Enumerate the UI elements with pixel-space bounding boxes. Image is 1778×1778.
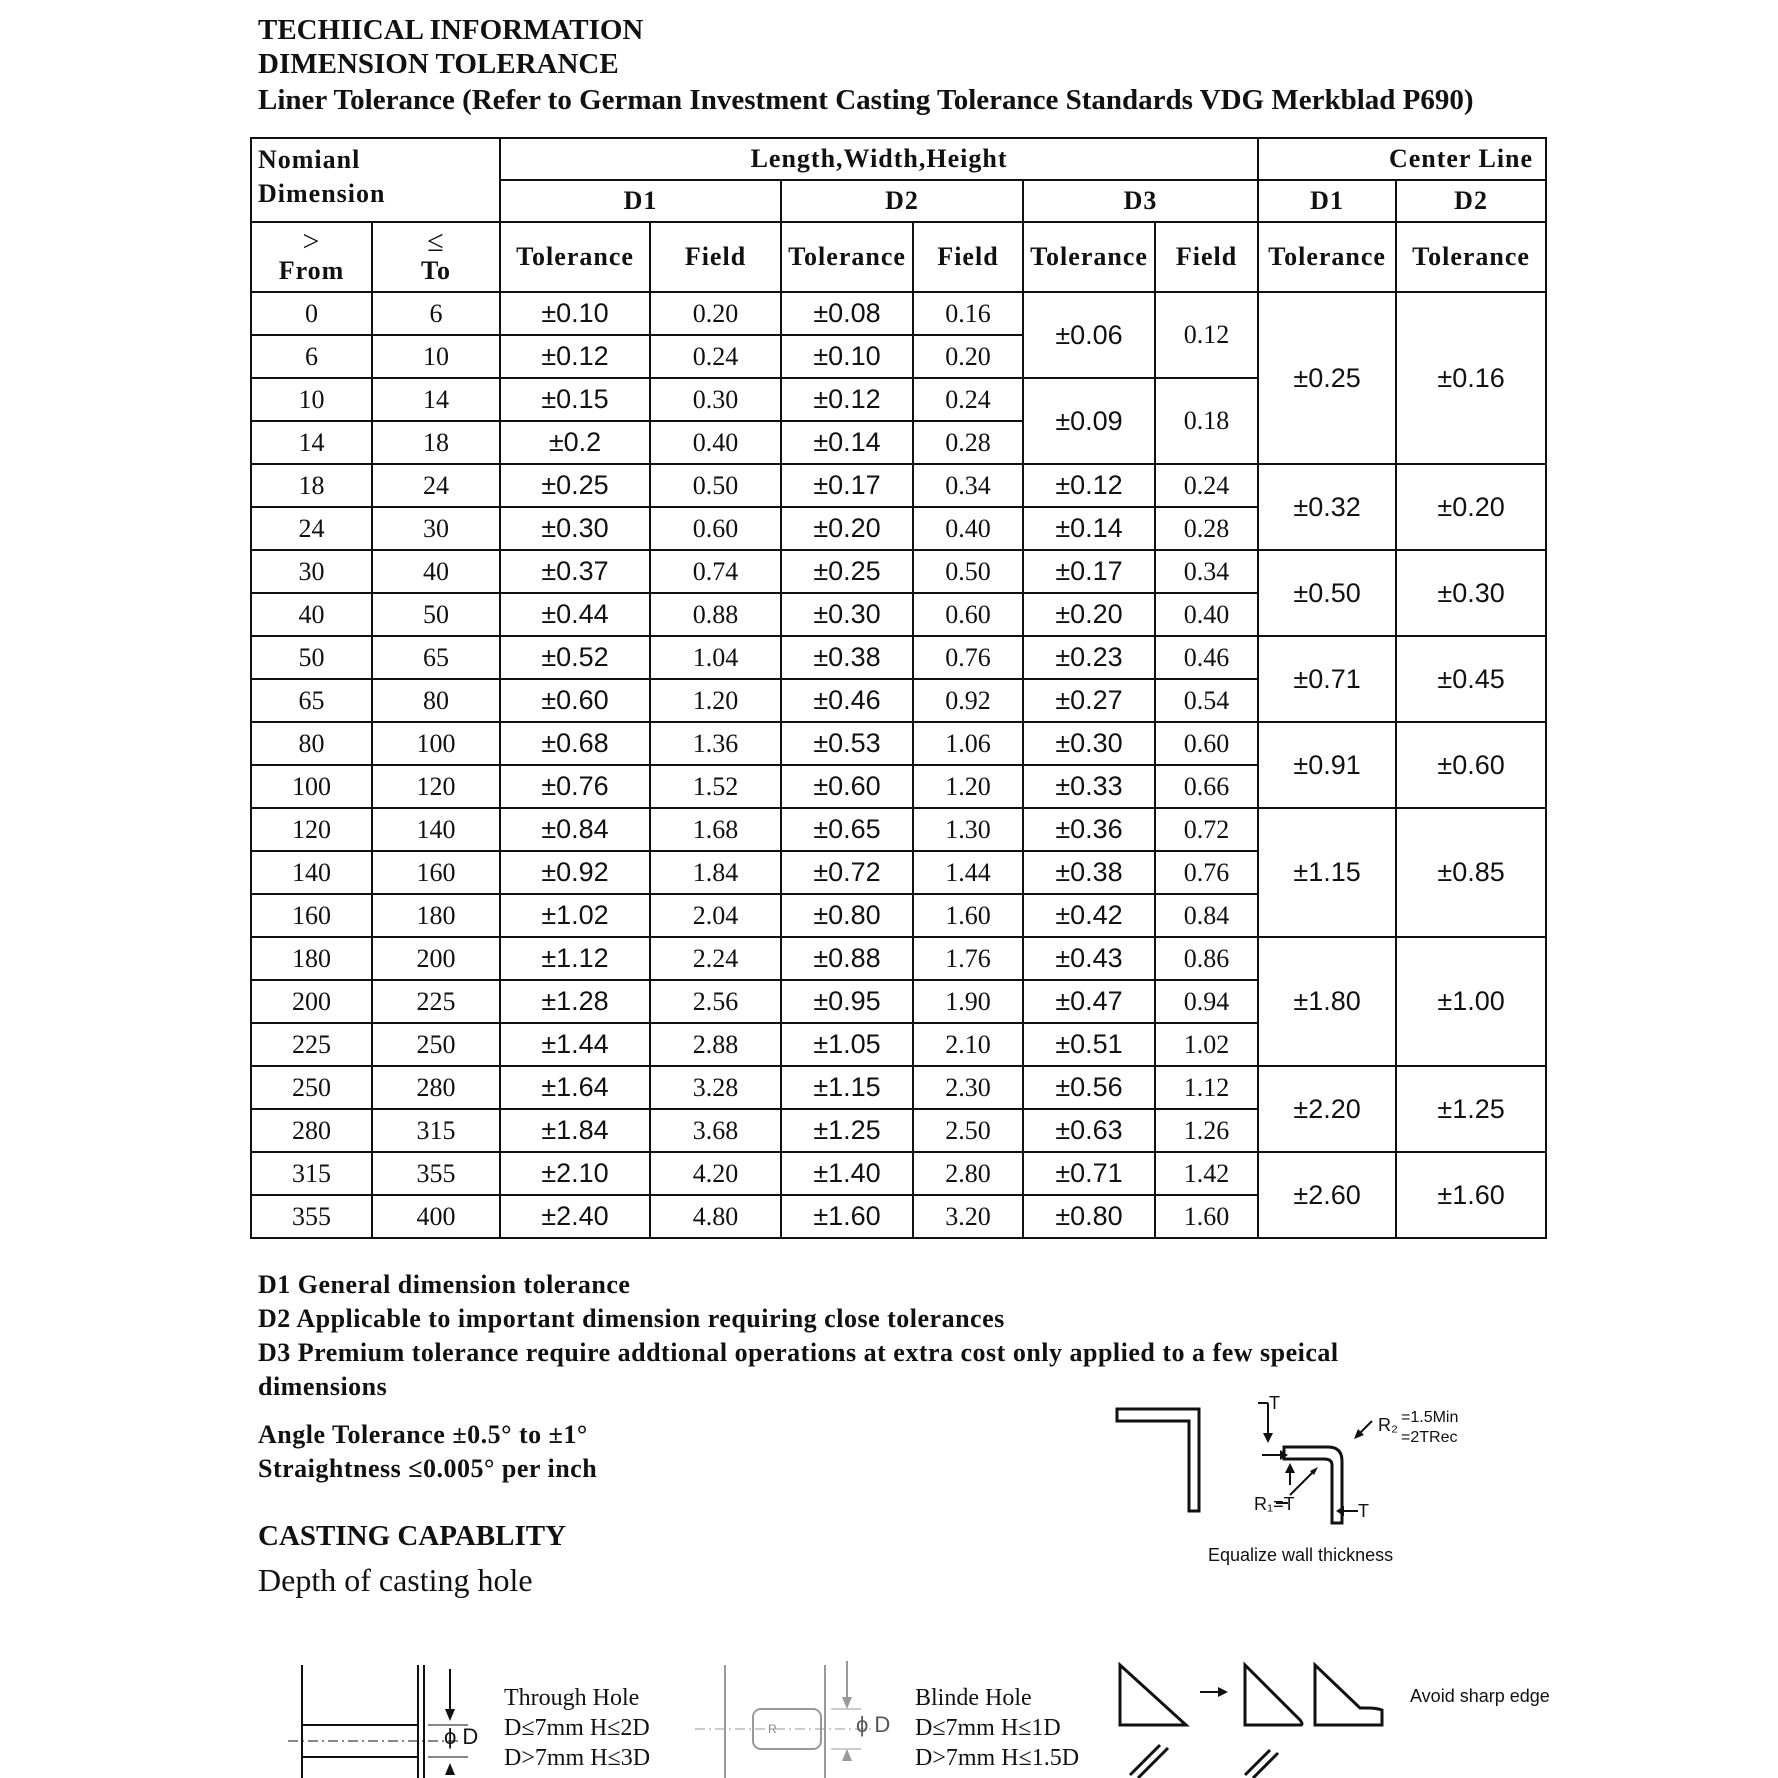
cl-d2-tolerance-header: Tolerance xyxy=(1396,222,1546,292)
through-hole-diagram xyxy=(288,1605,498,1778)
from-header: > From xyxy=(251,222,372,292)
d1-tolerance-cell: ±1.02 xyxy=(500,894,650,937)
through-hole-rule-2: D>7mm H≤3D xyxy=(504,1745,651,1771)
from-cell: 0 xyxy=(251,292,372,335)
to-cell: 120 xyxy=(372,765,500,808)
d2-tolerance-cell: ±0.46 xyxy=(781,679,913,722)
d3-tolerance-cell: ±0.09 xyxy=(1023,378,1155,464)
d1-tolerance-cell: ±0.2 xyxy=(500,421,650,464)
d1-field-cell: 0.30 xyxy=(650,378,781,421)
d3-tolerance-cell: ±0.30 xyxy=(1023,722,1155,765)
d2-field-cell: 0.34 xyxy=(913,464,1023,507)
d1-tolerance-cell: ±0.10 xyxy=(500,292,650,335)
d3-tolerance-cell: ±0.51 xyxy=(1023,1023,1155,1066)
d2-tolerance-cell: ±0.95 xyxy=(781,980,913,1023)
d2-field-header: Field xyxy=(913,222,1023,292)
to-cell: 24 xyxy=(372,464,500,507)
d1-field-cell: 2.04 xyxy=(650,894,781,937)
through-hole-rule-1: D≤7mm H≤2D xyxy=(504,1715,650,1741)
avoid-sharp-edge-caption: Avoid sharp edge xyxy=(1410,1686,1550,1706)
d3-tolerance-cell: ±0.17 xyxy=(1023,550,1155,593)
note-d1: D1 General dimension tolerance xyxy=(258,1270,631,1299)
t-label-top: T xyxy=(1269,1393,1280,1413)
d1-tolerance-cell: ±0.37 xyxy=(500,550,650,593)
d3-field-cell: 1.12 xyxy=(1155,1066,1258,1109)
d2-field-cell: 0.60 xyxy=(913,593,1023,636)
d1-field-header: Field xyxy=(650,222,781,292)
d2-tolerance-cell: ±1.60 xyxy=(781,1195,913,1238)
to-cell: 400 xyxy=(372,1195,500,1238)
from-cell: 200 xyxy=(251,980,372,1023)
d2-field-cell: 1.90 xyxy=(913,980,1023,1023)
d1-field-cell: 4.20 xyxy=(650,1152,781,1195)
d1-tolerance-cell: ±0.84 xyxy=(500,808,650,851)
note-d3: D3 Premium tolerance require addtional operations at extra cost only applied to a few speical xyxy=(258,1338,1339,1367)
d3-tolerance-cell: ±0.80 xyxy=(1023,1195,1155,1238)
d2-field-cell: 2.80 xyxy=(913,1152,1023,1195)
t-label-right: T xyxy=(1358,1501,1369,1521)
to-cell: 18 xyxy=(372,421,500,464)
d3-field-cell: 0.12 xyxy=(1155,292,1258,378)
table-row xyxy=(251,937,1546,980)
d3-field-cell: 0.84 xyxy=(1155,894,1258,937)
center-line-d1-cell: ±0.91 xyxy=(1258,722,1396,808)
center-line-d1-cell: ±0.50 xyxy=(1258,550,1396,636)
d1-field-cell: 3.28 xyxy=(650,1066,781,1109)
cl-d1-tolerance-header: Tolerance xyxy=(1258,222,1396,292)
d2-field-cell: 3.20 xyxy=(913,1195,1023,1238)
to-cell: 65 xyxy=(372,636,500,679)
center-line-header: Center Line xyxy=(1258,138,1546,180)
to-header: ≤ To xyxy=(372,222,500,292)
d2-field-cell: 0.50 xyxy=(913,550,1023,593)
doc-subtitle-liner-tolerance: Liner Tolerance (Refer to German Investment Casting Tolerance Standards VDG Merkblad P690) xyxy=(258,84,1474,116)
d2-tolerance-cell: ±0.65 xyxy=(781,808,913,851)
d1-tolerance-cell: ±0.25 xyxy=(500,464,650,507)
d3-tolerance-cell: ±0.12 xyxy=(1023,464,1155,507)
d2-field-cell: 2.50 xyxy=(913,1109,1023,1152)
d1-tolerance-header: Tolerance xyxy=(500,222,650,292)
table-row xyxy=(251,808,1546,851)
d3-tolerance-cell: ±0.71 xyxy=(1023,1152,1155,1195)
blind-phi-d: ϕ D xyxy=(856,1712,891,1737)
blind-hole-rule-1: D≤7mm H≤1D xyxy=(915,1715,1061,1741)
r2-rec-label: =2TRec xyxy=(1401,1429,1458,1446)
center-line-d2-cell: ±0.30 xyxy=(1396,550,1546,636)
table-row xyxy=(251,1066,1546,1109)
d2-field-cell: 0.40 xyxy=(913,507,1023,550)
d3-field-cell: 1.42 xyxy=(1155,1152,1258,1195)
center-line-d1-cell: ±0.71 xyxy=(1258,636,1396,722)
r2-min-label: =1.5Min xyxy=(1401,1409,1459,1426)
d1-tolerance-cell: ±0.44 xyxy=(500,593,650,636)
d1-field-cell: 0.74 xyxy=(650,550,781,593)
d3-tolerance-cell: ±0.43 xyxy=(1023,937,1155,980)
from-cell: 50 xyxy=(251,636,372,679)
d2-field-cell: 0.28 xyxy=(913,421,1023,464)
from-cell: 80 xyxy=(251,722,372,765)
d2-tolerance-cell: ±0.72 xyxy=(781,851,913,894)
d2-field-cell: 2.10 xyxy=(913,1023,1023,1066)
table-row xyxy=(251,464,1546,507)
table-row xyxy=(251,550,1546,593)
d2-tolerance-cell: ±0.80 xyxy=(781,894,913,937)
from-cell: 160 xyxy=(251,894,372,937)
blind-hole-diagram xyxy=(695,1605,895,1778)
doc-title-dimension-tolerance: DIMENSION TOLERANCE xyxy=(258,48,619,80)
avoid-sharp-edge-diagram xyxy=(1110,1660,1390,1778)
d1-tolerance-cell: ±0.68 xyxy=(500,722,650,765)
table-row xyxy=(251,292,1546,335)
d3-field-cell: 0.72 xyxy=(1155,808,1258,851)
d1-tolerance-cell: ±1.64 xyxy=(500,1066,650,1109)
to-cell: 225 xyxy=(372,980,500,1023)
d3-tolerance-header: Tolerance xyxy=(1023,222,1155,292)
d1-tolerance-cell: ±0.92 xyxy=(500,851,650,894)
d2-tolerance-cell: ±0.14 xyxy=(781,421,913,464)
d1-tolerance-cell: ±0.30 xyxy=(500,507,650,550)
d1-field-cell: 0.50 xyxy=(650,464,781,507)
d1-tolerance-cell: ±0.60 xyxy=(500,679,650,722)
angle-tolerance: Angle Tolerance ±0.5° to ±1° xyxy=(258,1420,588,1449)
d3-field-cell: 0.94 xyxy=(1155,980,1258,1023)
center-line-d2-cell: ±0.20 xyxy=(1396,464,1546,550)
d3-field-cell: 1.60 xyxy=(1155,1195,1258,1238)
d3-tolerance-cell: ±0.14 xyxy=(1023,507,1155,550)
blind-hole-label: Blinde Hole xyxy=(915,1685,1032,1711)
d3-tolerance-cell: ±0.36 xyxy=(1023,808,1155,851)
d3-field-cell: 0.40 xyxy=(1155,593,1258,636)
d3-tolerance-cell: ±0.20 xyxy=(1023,593,1155,636)
d1-field-cell: 1.20 xyxy=(650,679,781,722)
tolerance-table-body xyxy=(251,292,1546,1238)
table-row xyxy=(251,1152,1546,1195)
from-cell: 10 xyxy=(251,378,372,421)
d2-field-cell: 1.60 xyxy=(913,894,1023,937)
d1-field-cell: 1.52 xyxy=(650,765,781,808)
d1-field-cell: 0.40 xyxy=(650,421,781,464)
d3-field-cell: 0.28 xyxy=(1155,507,1258,550)
d3-field-cell: 0.46 xyxy=(1155,636,1258,679)
from-cell: 120 xyxy=(251,808,372,851)
from-cell: 40 xyxy=(251,593,372,636)
cl-d1-header: D1 xyxy=(1258,180,1396,222)
center-line-d2-cell: ±0.85 xyxy=(1396,808,1546,937)
d3-field-cell: 0.18 xyxy=(1155,378,1258,464)
d1-field-cell: 0.20 xyxy=(650,292,781,335)
d2-tolerance-cell: ±0.25 xyxy=(781,550,913,593)
from-cell: 180 xyxy=(251,937,372,980)
to-cell: 30 xyxy=(372,507,500,550)
center-line-d1-cell: ±0.25 xyxy=(1258,292,1396,464)
table-row xyxy=(251,722,1546,765)
to-cell: 250 xyxy=(372,1023,500,1066)
to-cell: 14 xyxy=(372,378,500,421)
to-cell: 10 xyxy=(372,335,500,378)
d1-tolerance-cell: ±1.12 xyxy=(500,937,650,980)
to-cell: 140 xyxy=(372,808,500,851)
casting-capability-title: CASTING CAPABLITY xyxy=(258,1520,567,1552)
d3-field-header: Field xyxy=(1155,222,1258,292)
d2-tolerance-cell: ±0.60 xyxy=(781,765,913,808)
from-cell: 30 xyxy=(251,550,372,593)
cl-d2-header: D2 xyxy=(1396,180,1546,222)
d3-field-cell: 0.54 xyxy=(1155,679,1258,722)
d3-field-cell: 1.02 xyxy=(1155,1023,1258,1066)
blind-r-label: R xyxy=(768,1722,777,1736)
nominal-dimension-header: Nomianl Dimension xyxy=(251,138,500,222)
d3-field-cell: 1.26 xyxy=(1155,1109,1258,1152)
d3-tolerance-cell: ±0.27 xyxy=(1023,679,1155,722)
d2-field-cell: 1.06 xyxy=(913,722,1023,765)
from-cell: 65 xyxy=(251,679,372,722)
d2-field-cell: 0.76 xyxy=(913,636,1023,679)
d2-field-cell: 2.30 xyxy=(913,1066,1023,1109)
note-d2: D2 Applicable to important dimension requiring close tolerances xyxy=(258,1304,1005,1333)
note-d3-continued: dimensions xyxy=(258,1372,388,1401)
r2-label: R₂ xyxy=(1378,1415,1398,1435)
d3-field-cell: 0.86 xyxy=(1155,937,1258,980)
d2-tolerance-cell: ±0.10 xyxy=(781,335,913,378)
from-cell: 315 xyxy=(251,1152,372,1195)
d3-tolerance-cell: ±0.42 xyxy=(1023,894,1155,937)
d1-tolerance-cell: ±2.40 xyxy=(500,1195,650,1238)
doc-title-technical-info: TECHIICAL INFORMATION xyxy=(258,14,644,46)
from-cell: 250 xyxy=(251,1066,372,1109)
d1-field-cell: 3.68 xyxy=(650,1109,781,1152)
d2-field-cell: 1.30 xyxy=(913,808,1023,851)
d1-tolerance-cell: ±1.28 xyxy=(500,980,650,1023)
d2-tolerance-cell: ±1.15 xyxy=(781,1066,913,1109)
d3-tolerance-cell: ±0.33 xyxy=(1023,765,1155,808)
d3-field-cell: 0.66 xyxy=(1155,765,1258,808)
center-line-d1-cell: ±1.80 xyxy=(1258,937,1396,1066)
d2-field-cell: 0.92 xyxy=(913,679,1023,722)
through-hole-label: Through Hole xyxy=(504,1685,640,1711)
d3-field-cell: 0.24 xyxy=(1155,464,1258,507)
center-line-d1-cell: ±1.15 xyxy=(1258,808,1396,937)
d1-field-cell: 2.88 xyxy=(650,1023,781,1066)
to-cell: 315 xyxy=(372,1109,500,1152)
center-line-d1-cell: ±2.20 xyxy=(1258,1066,1396,1152)
to-cell: 200 xyxy=(372,937,500,980)
d3-tolerance-cell: ±0.47 xyxy=(1023,980,1155,1023)
d2-tolerance-cell: ±0.08 xyxy=(781,292,913,335)
center-line-d2-cell: ±0.16 xyxy=(1396,292,1546,464)
center-line-d1-cell: ±2.60 xyxy=(1258,1152,1396,1238)
d2-tolerance-cell: ±0.53 xyxy=(781,722,913,765)
from-cell: 100 xyxy=(251,765,372,808)
d1-tolerance-cell: ±2.10 xyxy=(500,1152,650,1195)
d2-field-cell: 0.24 xyxy=(913,378,1023,421)
d3-field-cell: 0.76 xyxy=(1155,851,1258,894)
to-cell: 160 xyxy=(372,851,500,894)
d1-field-cell: 1.36 xyxy=(650,722,781,765)
r2-arrow-diagram xyxy=(1350,1415,1380,1445)
d2-tolerance-cell: ±1.25 xyxy=(781,1109,913,1152)
d3-tolerance-cell: ±0.06 xyxy=(1023,292,1155,378)
d3-tolerance-cell: ±0.23 xyxy=(1023,636,1155,679)
d2-tolerance-cell: ±1.40 xyxy=(781,1152,913,1195)
tolerance-table xyxy=(250,137,1547,1239)
r1-label: R₁=T xyxy=(1254,1494,1295,1514)
to-cell: 355 xyxy=(372,1152,500,1195)
center-line-d2-cell: ±0.60 xyxy=(1396,722,1546,808)
d1-field-cell: 1.84 xyxy=(650,851,781,894)
from-cell: 18 xyxy=(251,464,372,507)
d1-field-cell: 4.80 xyxy=(650,1195,781,1238)
d2-field-cell: 0.20 xyxy=(913,335,1023,378)
to-cell: 180 xyxy=(372,894,500,937)
center-line-d2-cell: ±0.45 xyxy=(1396,636,1546,722)
d2-tolerance-cell: ±0.20 xyxy=(781,507,913,550)
from-cell: 140 xyxy=(251,851,372,894)
d2-tolerance-cell: ±0.38 xyxy=(781,636,913,679)
d1-tolerance-cell: ±0.15 xyxy=(500,378,650,421)
d1-field-cell: 2.24 xyxy=(650,937,781,980)
d2-field-cell: 0.16 xyxy=(913,292,1023,335)
equalize-caption: Equalize wall thickness xyxy=(1208,1545,1394,1565)
through-phi-d: ϕ D xyxy=(444,1724,479,1749)
to-cell: 280 xyxy=(372,1066,500,1109)
d2-tolerance-cell: ±0.88 xyxy=(781,937,913,980)
d1-tolerance-cell: ±1.84 xyxy=(500,1109,650,1152)
d3-tolerance-cell: ±0.38 xyxy=(1023,851,1155,894)
d1-tolerance-cell: ±1.44 xyxy=(500,1023,650,1066)
to-cell: 40 xyxy=(372,550,500,593)
to-cell: 80 xyxy=(372,679,500,722)
from-cell: 24 xyxy=(251,507,372,550)
straightness: Straightness ≤0.005° per inch xyxy=(258,1454,598,1483)
d3-field-cell: 0.60 xyxy=(1155,722,1258,765)
lwh-d3-header: D3 xyxy=(1023,180,1258,222)
d1-tolerance-cell: ±0.12 xyxy=(500,335,650,378)
d1-field-cell: 0.24 xyxy=(650,335,781,378)
d3-field-cell: 0.34 xyxy=(1155,550,1258,593)
from-cell: 6 xyxy=(251,335,372,378)
d2-tolerance-cell: ±0.12 xyxy=(781,378,913,421)
from-cell: 14 xyxy=(251,421,372,464)
d2-tolerance-header: Tolerance xyxy=(781,222,913,292)
d3-tolerance-cell: ±0.63 xyxy=(1023,1109,1155,1152)
d2-field-cell: 1.76 xyxy=(913,937,1023,980)
to-cell: 50 xyxy=(372,593,500,636)
from-cell: 280 xyxy=(251,1109,372,1152)
to-cell: 100 xyxy=(372,722,500,765)
center-line-d2-cell: ±1.00 xyxy=(1396,937,1546,1066)
lwh-header: Length,Width,Height xyxy=(500,138,1258,180)
lwh-d1-header: D1 xyxy=(500,180,781,222)
l-shape-wall-diagram xyxy=(1115,1405,1205,1515)
from-cell: 355 xyxy=(251,1195,372,1238)
d1-field-cell: 2.56 xyxy=(650,980,781,1023)
depth-of-hole-subtitle: Depth of casting hole xyxy=(258,1562,533,1598)
center-line-d1-cell: ±0.32 xyxy=(1258,464,1396,550)
blind-hole-rule-2: D>7mm H≤1.5D xyxy=(915,1745,1080,1771)
d1-field-cell: 1.68 xyxy=(650,808,781,851)
d2-field-cell: 1.20 xyxy=(913,765,1023,808)
to-cell: 6 xyxy=(372,292,500,335)
d1-tolerance-cell: ±0.76 xyxy=(500,765,650,808)
lwh-d2-header: D2 xyxy=(781,180,1023,222)
from-cell: 225 xyxy=(251,1023,372,1066)
d1-tolerance-cell: ±0.52 xyxy=(500,636,650,679)
d2-tolerance-cell: ±1.05 xyxy=(781,1023,913,1066)
d2-tolerance-cell: ±0.30 xyxy=(781,593,913,636)
d1-field-cell: 0.60 xyxy=(650,507,781,550)
table-row xyxy=(251,636,1546,679)
d2-field-cell: 1.44 xyxy=(913,851,1023,894)
d1-field-cell: 0.88 xyxy=(650,593,781,636)
d3-tolerance-cell: ±0.56 xyxy=(1023,1066,1155,1109)
center-line-d2-cell: ±1.60 xyxy=(1396,1152,1546,1238)
d1-field-cell: 1.04 xyxy=(650,636,781,679)
center-line-d2-cell: ±1.25 xyxy=(1396,1066,1546,1152)
d2-tolerance-cell: ±0.17 xyxy=(781,464,913,507)
